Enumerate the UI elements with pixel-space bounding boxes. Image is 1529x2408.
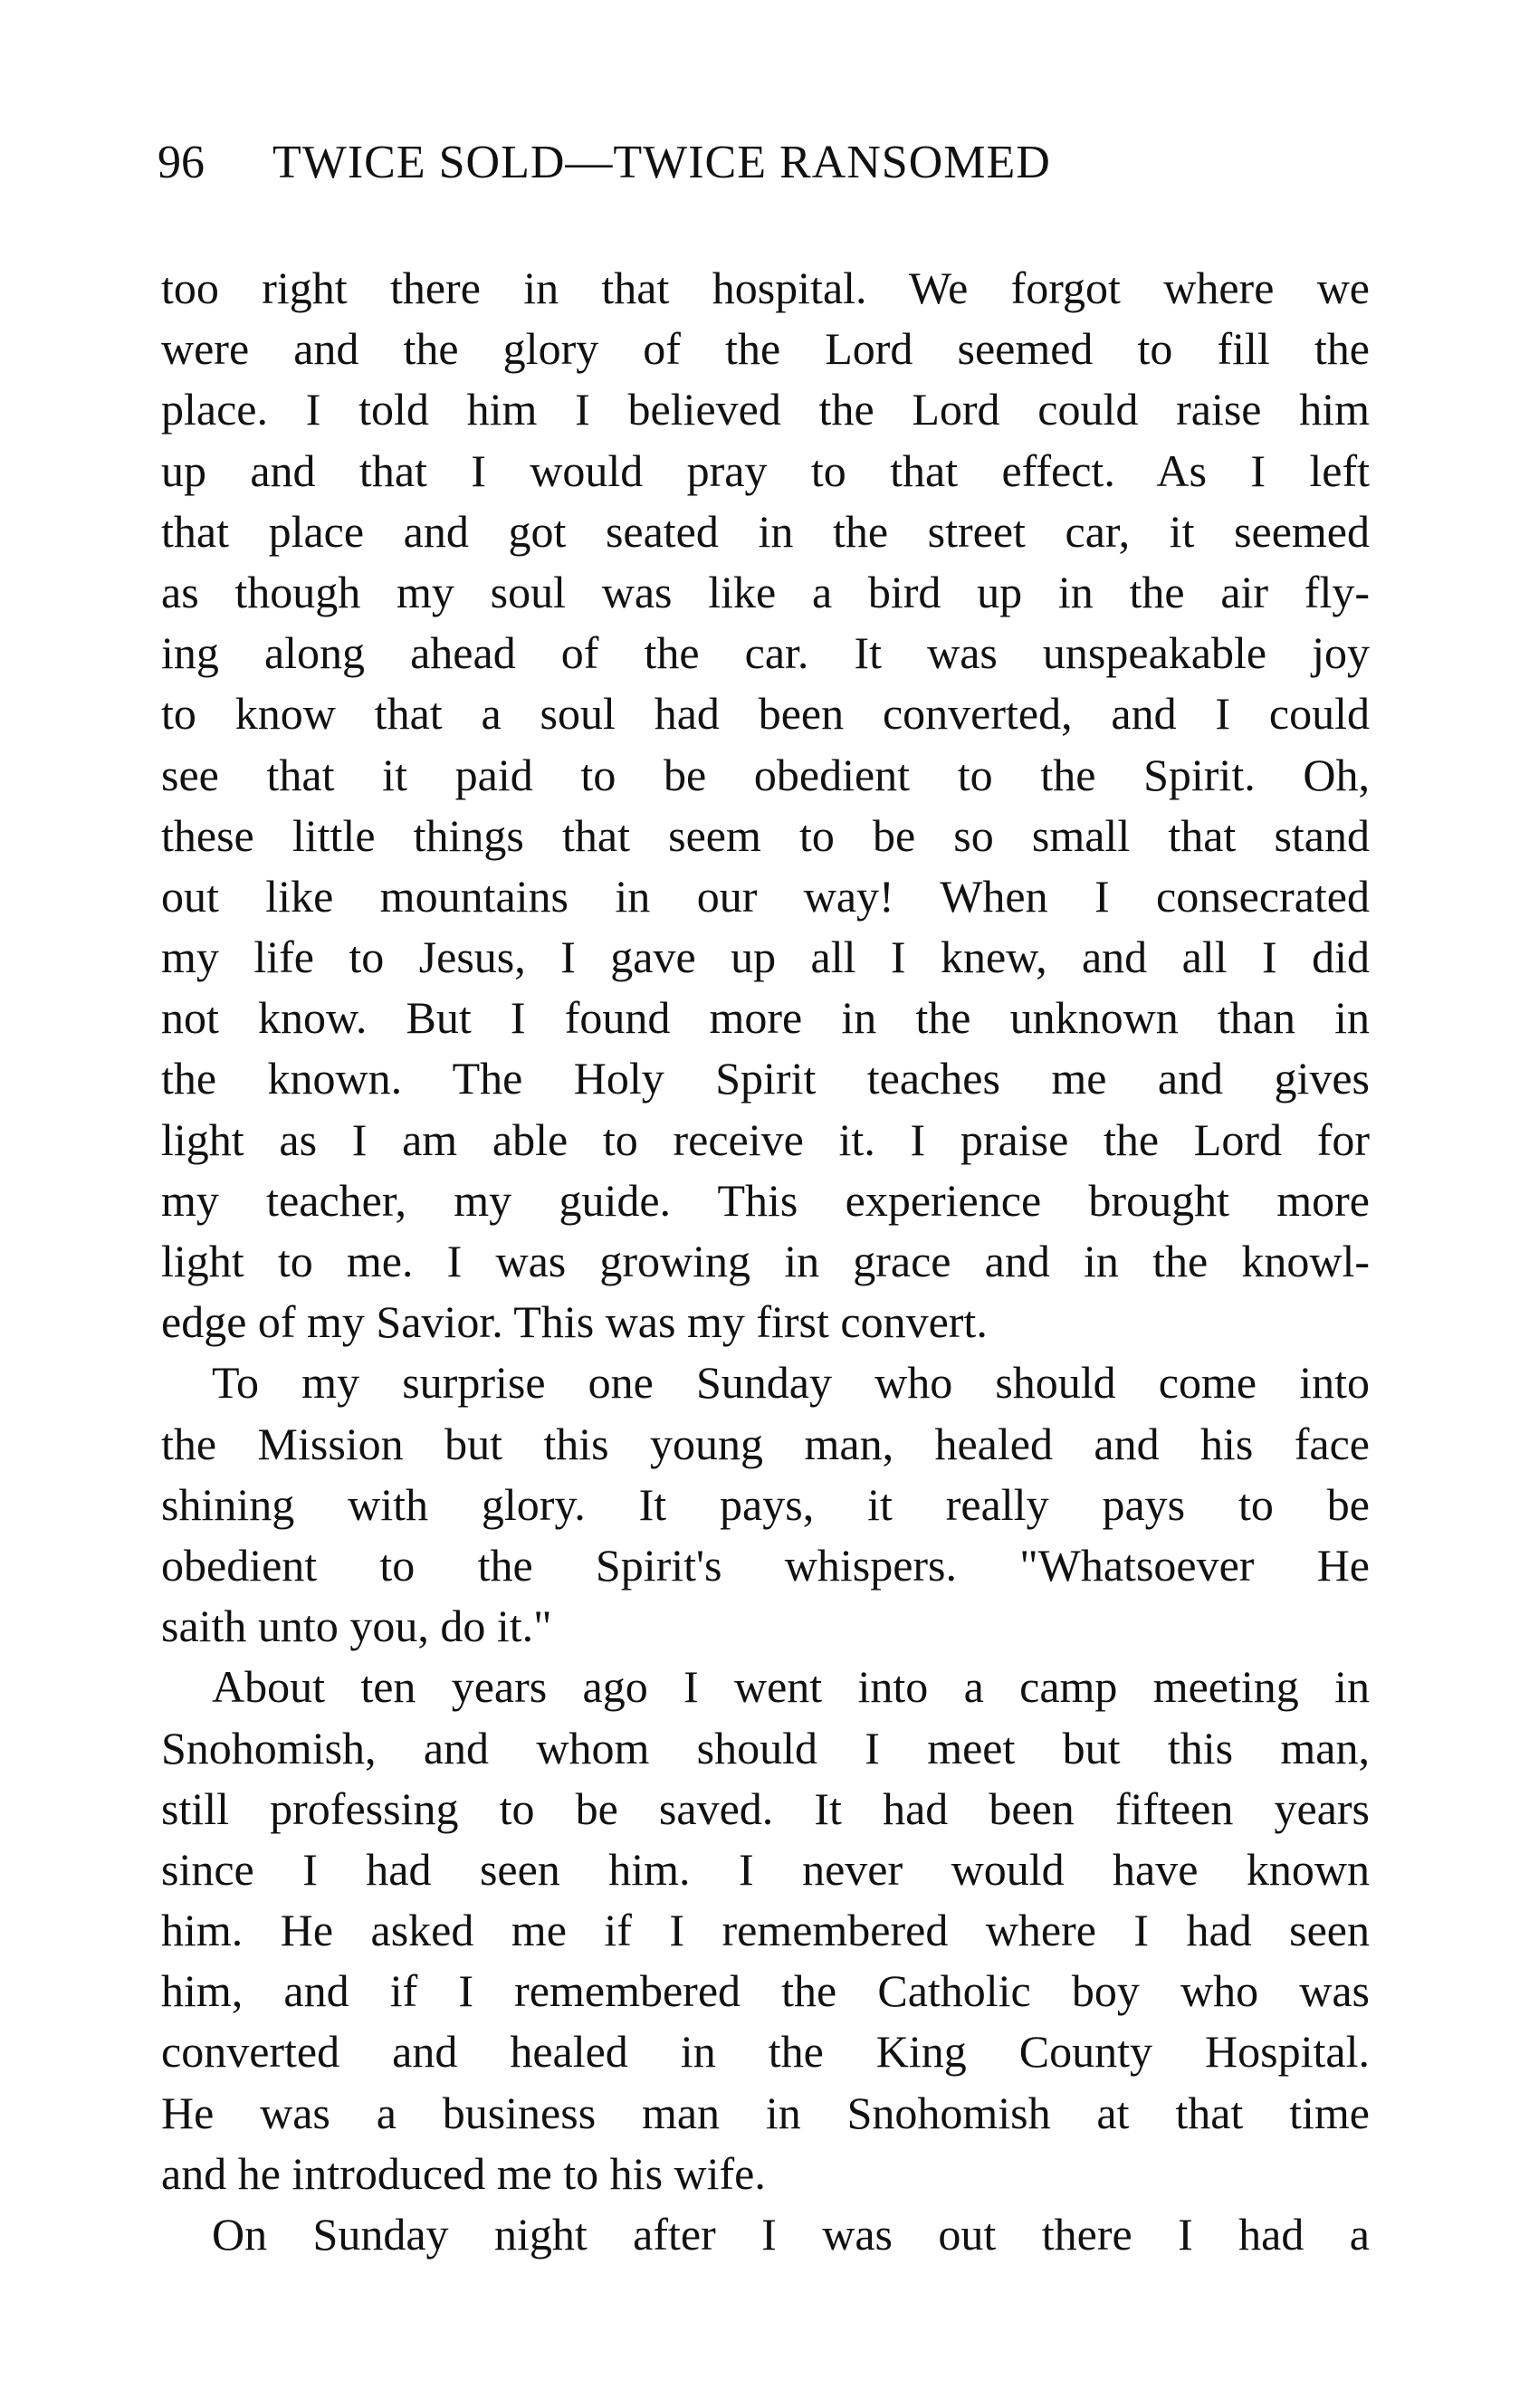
text-line: and he introduced me to his wife. bbox=[161, 2147, 766, 2199]
text-line: obedient to the Spirit's whispers. "Whatsoever He bbox=[161, 1539, 1370, 1591]
body-text bbox=[161, 258, 1370, 2265]
page-header bbox=[158, 136, 1380, 190]
text-line: that place and got seated in the street car, it seemed bbox=[161, 505, 1370, 557]
text-line: my teacher, my guide. This experience brought more bbox=[161, 1174, 1370, 1226]
page-number: 96 bbox=[158, 137, 205, 188]
text-line: place. I told him I believed the Lord could raise him bbox=[161, 384, 1370, 435]
text-line: these little things that seem to be so small that stand bbox=[161, 809, 1370, 861]
text-line: On Sunday night after I was out there I had a bbox=[212, 2209, 1370, 2260]
text-line: see that it paid to be obedient to the Spirit. Oh, bbox=[161, 749, 1370, 800]
text-line: converted and healed in the King County Hospital. bbox=[161, 2026, 1370, 2078]
text-line: To my surprise one Sunday who should come into bbox=[212, 1357, 1370, 1409]
text-line: to know that a soul had been converted, and I could bbox=[161, 688, 1370, 740]
text-line: still professing to be saved. It had been fifteen years bbox=[161, 1782, 1370, 1834]
text-line: light as I am able to receive it. I praise the Lord for bbox=[161, 1113, 1370, 1165]
text-line: were and the glory of the Lord seemed to fill the bbox=[161, 323, 1370, 375]
text-line: out like mountains in our way! When I consecrated bbox=[161, 870, 1370, 922]
paragraph bbox=[161, 258, 1370, 1352]
text-line: since I had seen him. I never would have known bbox=[161, 1843, 1370, 1895]
paragraph bbox=[161, 1657, 1370, 2204]
text-line: He was a business man in Snohomish at that time bbox=[161, 2087, 1370, 2138]
running-title: TWICE SOLD—TWICE RANSOMED bbox=[272, 137, 1051, 188]
text-line: light to me. I was growing in grace and in the knowl- bbox=[161, 1236, 1370, 1286]
text-line: him, and if I remembered the Catholic boy who was bbox=[161, 1965, 1370, 2017]
text-line: him. He asked me if I remembered where I had seen bbox=[161, 1905, 1370, 1956]
text-line: not know. But I found more in the unknown than in bbox=[161, 992, 1370, 1044]
text-line: ing along ahead of the car. It was unspeakable joy bbox=[161, 627, 1370, 679]
text-line: my life to Jesus, I gave up all I knew, and all I did bbox=[161, 932, 1370, 983]
text-line: saith unto you, do it." bbox=[161, 1601, 552, 1652]
text-line: shining with glory. It pays, it really pays to be bbox=[161, 1478, 1370, 1530]
text-line: the Mission but this young man, healed and his face bbox=[161, 1418, 1370, 1469]
paragraph bbox=[161, 2204, 1370, 2265]
text-line: About ten years ago I went into a camp meeting in bbox=[212, 1661, 1370, 1713]
text-line: edge of my Savior. This was my first convert. bbox=[161, 1296, 988, 1348]
text-line: too right there in that hospital. We forgot where we bbox=[161, 263, 1370, 313]
text-line: Snohomish, and whom should I meet but this man, bbox=[161, 1722, 1370, 1773]
text-line: the known. The Holy Spirit teaches me and gives bbox=[161, 1053, 1370, 1104]
text-line: up and that I would pray to that effect. As I left bbox=[161, 444, 1370, 496]
text-line: as though my soul was like a bird up in the air fly- bbox=[161, 566, 1370, 617]
paragraph bbox=[161, 1352, 1370, 1657]
